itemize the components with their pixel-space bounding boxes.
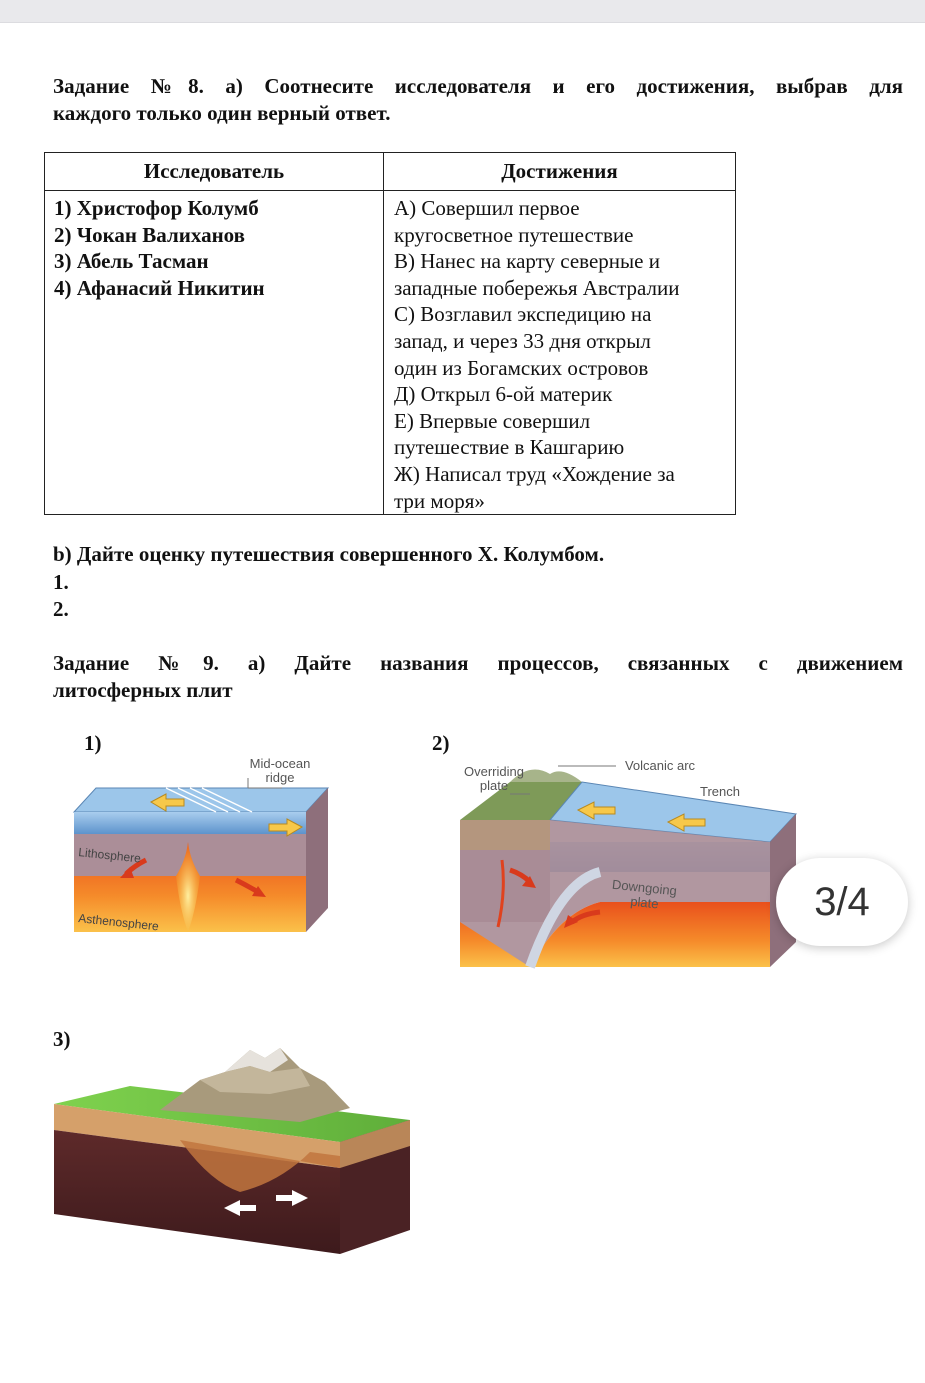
label-ridge: ridge: [265, 770, 295, 785]
researcher-item: 4) Афанасий Никитин: [54, 275, 265, 300]
table-header-achievements: Достижения: [384, 153, 736, 191]
researcher-item: 1) Христофор Колумб: [54, 196, 259, 220]
label-asthenosphere: Asthenosphere: [77, 911, 160, 934]
label-overriding: Overriding: [464, 764, 524, 779]
figure-2-number: 2): [432, 731, 450, 755]
matching-table: [44, 152, 736, 515]
answer-line-1: 1.: [53, 570, 69, 594]
achievement-line: А) Совершил первое: [394, 196, 580, 220]
task8-part-b: b) Дайте оценку путешествия совершенного Х. Колумбом.: [53, 542, 605, 566]
label-volcanic-arc: Volcanic arc: [624, 758, 696, 773]
achievement-line: кругосветное путешествие: [394, 222, 634, 247]
achievement-line: запад, и через 33 дня открыл: [394, 328, 651, 353]
task9-heading-line2: литосферных плит: [53, 678, 233, 702]
figure-3-number: 3): [53, 1027, 71, 1051]
achievement-line: Д) Открыл 6-ой материк: [394, 382, 613, 407]
achievement-line: Е) Впервые совершил: [394, 408, 591, 433]
label-downgoing-plate: plate: [629, 893, 660, 912]
achievement-line: Ж) Написал труд «Хождение за: [394, 461, 675, 486]
achievements-cell: [384, 191, 736, 515]
achievement-line: один из Богамских островов: [394, 355, 649, 380]
achievement-line: С) Возглавил экспедицию на: [394, 302, 652, 327]
label-downgoing: Downgoing: [611, 876, 678, 899]
achievement-line: путешествие в Кашгарию: [394, 435, 625, 460]
researcher-item: 3) Абель Тасман: [54, 249, 209, 274]
label-lithosphere: Lithosphere: [77, 845, 142, 866]
answer-line-2: 2.: [53, 597, 69, 621]
label-mid-ocean: Mid-ocean: [249, 756, 311, 771]
label-trench: Trench: [700, 784, 740, 799]
achievement-line: западные побережья Австралии: [394, 275, 680, 300]
label-overriding-plate: plate: [479, 778, 509, 793]
researchers-cell: [45, 191, 384, 515]
top-bar: [0, 0, 925, 23]
figure-divergent-boundary: [66, 750, 386, 960]
table-header-researcher: Исследователь: [45, 153, 384, 191]
figure-subduction: [450, 752, 798, 972]
task9-heading-line1: Задание №9. а) Дайте названия процессов, связанных с движением: [53, 651, 903, 675]
figure-1-number: 1): [84, 731, 102, 755]
task8-heading-line1: Задание №8. а) Соотнесите исследователя и его достижения, выбрав для: [53, 74, 903, 98]
achievement-line: В) Нанес на карту северные и: [394, 249, 660, 274]
page-indicator: 3/4: [776, 858, 908, 946]
task8-heading-line2: каждого только один верный ответ.: [53, 101, 391, 125]
figure-continental-collision: [50, 1042, 415, 1282]
researcher-item: 2) Чокан Валиханов: [54, 222, 245, 247]
achievement-line: три моря»: [394, 488, 485, 513]
